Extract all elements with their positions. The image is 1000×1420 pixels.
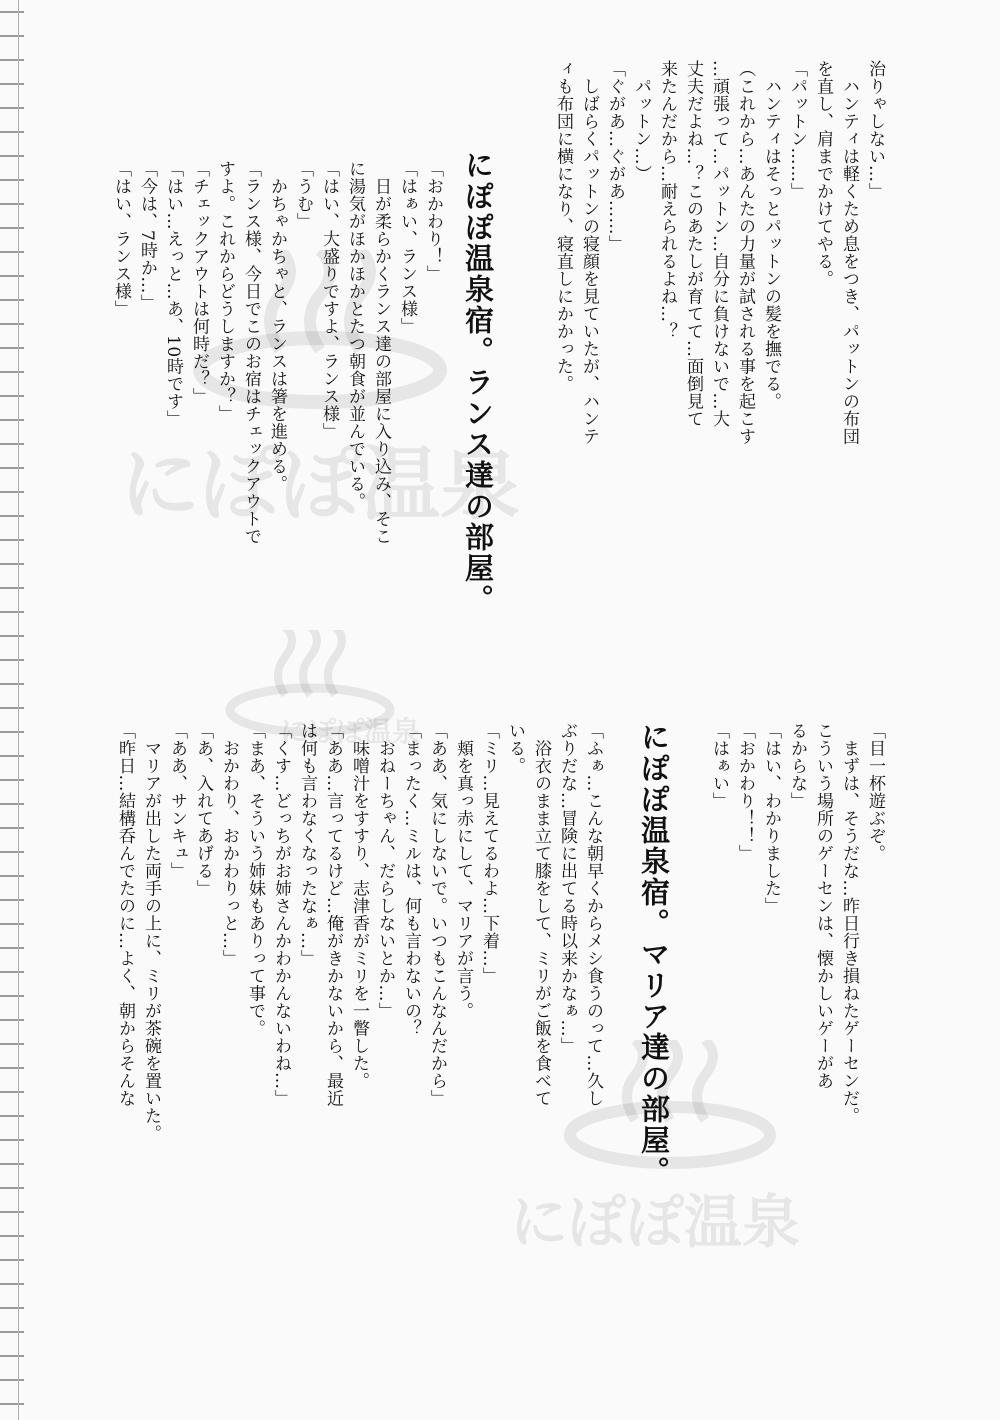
text-line: 「ふぁ…こんな朝早くからメシ食うのって…久し <box>583 722 603 1107</box>
binding-edge <box>18 0 19 1420</box>
text-line: すよ。これからどうしますか？」 <box>215 160 235 423</box>
text-line: パットン…） <box>631 60 651 183</box>
text-line: ィも布団に横になり、寝直しにかかった。 <box>553 60 573 393</box>
lower-right-column <box>706 722 888 1182</box>
watermark-text: にぽぽ温泉 <box>120 438 520 531</box>
text-line: 「ああ、気にしないで。いつもこんなんだから」 <box>427 722 447 1107</box>
text-line: を直し、肩までかけてやる。 <box>813 60 833 288</box>
watermark-text: にぽぽ温泉 <box>280 715 421 748</box>
text-line: ハンティはそっとパットンの髪を撫でる。 <box>761 60 781 410</box>
text-line: 「ああ、サンキュ」 <box>167 722 187 880</box>
text-line: …頑張って…パットン…自分に負けないで…大 <box>709 60 729 428</box>
section-heading-rance <box>458 150 498 620</box>
text-line: 来たんだから…耐えられるよね…？ <box>657 60 677 340</box>
upper-story-column <box>550 60 888 620</box>
text-line: おねーちゃん、だらしないとか…」 <box>375 722 395 1020</box>
section-heading-maria <box>634 722 674 1187</box>
section-heading: にぽぽ温泉宿。ランス達の部屋。 <box>461 150 495 615</box>
text-line: 丈夫だよね…？このあたしが育てて…面倒見て <box>683 60 703 428</box>
text-line: 「昨日…結構呑んでたのに…よく、朝からそんな <box>115 722 135 1107</box>
text-line: まずは、そうだな…昨日行き損ねたゲーセンだ。 <box>839 722 859 1125</box>
text-line: 「今は、7時か…」 <box>137 160 157 312</box>
text-line: 「くす…どっちがお姉さんかわかんないわね…」 <box>271 722 291 1107</box>
spiral-binding <box>0 0 24 1420</box>
text-line: 「チェックアウトは何時だ？」 <box>189 160 209 405</box>
text-line: るからな」 <box>787 722 807 810</box>
text-line: 浴衣のまま立て膝をして、ミリがご飯を食べて <box>531 722 551 1107</box>
text-line: 「パットン……」 <box>787 60 807 200</box>
text-line: 「あ、入れてあげる」 <box>193 722 213 897</box>
text-line: しばらくパットンの寝顔を見ていたが、ハンテ <box>579 60 599 445</box>
rance-story-column <box>108 160 446 620</box>
text-line: ハンティは軽くため息をつき、パットンの布団 <box>839 60 859 445</box>
text-line: 「おかわり！！」 <box>735 722 755 862</box>
text-line: （これから…あんたの力量が試される事を起こす <box>735 60 755 445</box>
text-line: 頬を真っ赤にして、マリアが言う。 <box>453 722 473 1020</box>
text-line: 日が柔らかくランス達の部屋に入り込み、そこ <box>371 160 391 545</box>
text-line: 治りゃしない…」 <box>865 60 885 200</box>
text-line: 「うむ」 <box>293 160 313 230</box>
text-line: 「ああ…言ってるけど…俺がきかないから、最近 <box>323 722 343 1107</box>
section-heading: にぽぽ温泉宿。マリア達の部屋。 <box>637 722 671 1187</box>
text-line: は何も言わなくなったなぁ…」 <box>297 722 317 967</box>
text-line: 「はぁい、ランス様」 <box>397 160 417 335</box>
text-line: 味噌汁をすすり、志津香がミリを一瞥した。 <box>349 722 369 1090</box>
text-line: 「はい、ランス様」 <box>111 160 131 318</box>
text-line: 「ミリ…見えてるわよ…下着…」 <box>479 722 499 985</box>
text-line: 「はい、わかりました」 <box>761 722 781 915</box>
text-line: 「はい、大盛りですよ、ランス様」 <box>319 160 339 440</box>
text-line: いる。 <box>505 722 525 775</box>
maria-story-column <box>112 722 606 1182</box>
text-line: かちゃかちゃと、ランスは箸を進める。 <box>267 160 287 493</box>
text-line: 「おかわり！」 <box>423 160 443 283</box>
text-line: 「目一杯遊ぶぞ。 <box>865 722 885 862</box>
watermark-text: にぽぽ温泉 <box>510 1188 801 1256</box>
text-line: 「はい…えっと…あ、10時です」 <box>163 160 183 428</box>
text-line: 「はぁい」 <box>709 722 729 810</box>
text-line: こういう場所のゲーセンは、懐かしいゲーがあ <box>813 722 833 1090</box>
text-line: 「まったく…ミルは、何も言わないの？ <box>401 722 421 1037</box>
text-line: ぶりだな…冒険に出てる時以来かなぁ…」 <box>557 722 577 1055</box>
text-line: マリアが出した両手の上に、ミリが茶碗を置いた。 <box>141 722 161 1142</box>
text-line: 「ぐがあ…ぐがあ……」 <box>605 60 625 253</box>
text-line: 「まあ、そういう姉妹もありって事で。 <box>245 722 265 1037</box>
text-line: に湯気がほかほかとたつ朝食が並んでいる。 <box>345 160 365 510</box>
text-line: おかわり、おかわりっと…」 <box>219 722 239 967</box>
text-line: 「ランス様、今日でこのお宿はチェックアウトで <box>241 160 261 545</box>
